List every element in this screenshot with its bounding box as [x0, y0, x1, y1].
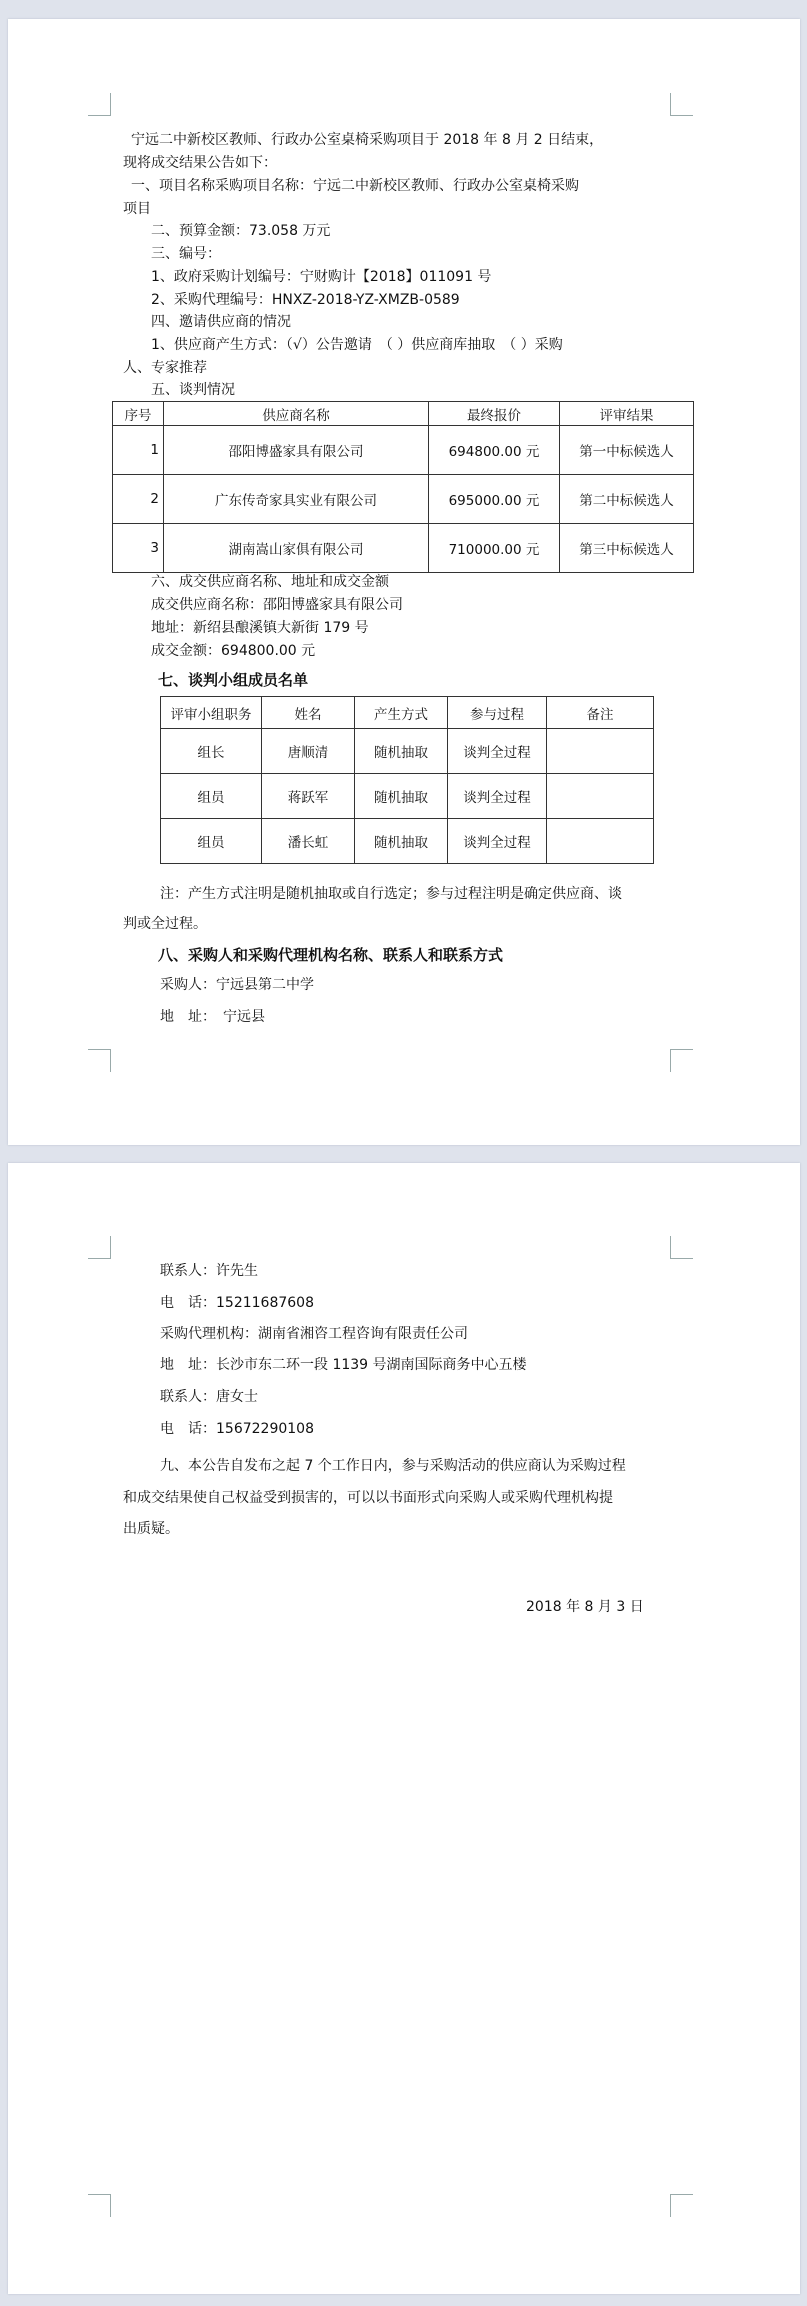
document-page-1: [8, 19, 800, 1145]
header-cell: 供应商名称: [164, 402, 429, 426]
announcement-date: 2018 年 8 月 3 日: [526, 1599, 644, 1615]
margin-mark-top-right: [670, 93, 693, 116]
cell: 唐顺清: [262, 729, 355, 774]
cell: 710000.00 元: [429, 524, 560, 573]
item7-heading: 七、谈判小组成员名单: [158, 671, 309, 689]
cell: 3: [113, 524, 164, 573]
margin-mark-bottom-right: [670, 2194, 693, 2217]
purchaser-address: 地 址： 宁远县: [160, 1009, 265, 1025]
item4-line-1: 1、供应商产生方式：（√）公告邀请 （ ）供应商库抽取 （ ）采购: [151, 337, 563, 353]
purchaser-name: 采购人：宁远县第二中学: [160, 977, 314, 993]
document-page-2: [8, 1163, 800, 2294]
item3-agency-number: 2、采购代理编号：HNXZ-2018-YZ-XMZB-0589: [151, 292, 460, 308]
cell: 2: [113, 475, 164, 524]
cell: [547, 774, 654, 819]
winner-address: 地址：新绍县酿溪镇大新街 179 号: [151, 620, 369, 636]
item8-heading: 八、采购人和采购代理机构名称、联系人和联系方式: [158, 946, 504, 964]
header-cell: 序号: [113, 402, 164, 426]
table-row: [113, 426, 694, 475]
item1-line-1: 一、项目名称采购项目名称：宁远二中新校区教师、行政办公室桌椅采购: [131, 178, 579, 194]
item5-heading: 五、谈判情况: [151, 382, 235, 398]
note-line-1: 注：产生方式注明是随机抽取或自行选定；参与过程注明是确定供应商、谈: [160, 886, 622, 902]
table-row: [113, 524, 694, 573]
contact-phone-1: 电 话：15211687608: [160, 1295, 314, 1311]
cell: 694800.00 元: [429, 426, 560, 475]
cell: 潘长虹: [262, 819, 355, 864]
margin-mark-top-left: [88, 1236, 111, 1259]
cell: 广东传奇家具实业有限公司: [164, 475, 429, 524]
panel-members-table: [160, 696, 654, 864]
contact-phone-2: 电 话：15672290108: [160, 1421, 314, 1437]
cell: 谈判全过程: [448, 819, 547, 864]
contact-person-2: 联系人：唐女士: [160, 1389, 258, 1405]
header-cell: 评审小组职务: [161, 697, 262, 729]
cell: [547, 729, 654, 774]
cell: 第一中标候选人: [560, 426, 694, 475]
header-cell: 参与过程: [448, 697, 547, 729]
cell: 组员: [161, 819, 262, 864]
table-row: [161, 774, 654, 819]
margin-mark-bottom-right: [670, 1049, 693, 1072]
contact-person-1: 联系人：许先生: [160, 1263, 258, 1279]
cell: 1: [113, 426, 164, 475]
cell: [547, 819, 654, 864]
bid-results-table: [112, 401, 694, 573]
table-header-row: [113, 402, 694, 426]
table-header-row: [161, 697, 654, 729]
header-cell: 最终报价: [429, 402, 560, 426]
cell: 随机抽取: [355, 819, 448, 864]
note-line-2: 判或全过程。: [123, 916, 207, 932]
cell: 随机抽取: [355, 774, 448, 819]
margin-mark-top-right: [670, 1236, 693, 1259]
item9-line-1: 九、本公告自发布之起 7 个工作日内，参与采购活动的供应商认为采购过程: [160, 1458, 626, 1474]
agency-name: 采购代理机构：湖南省湘咨工程咨询有限责任公司: [160, 1326, 468, 1342]
cell: 湖南嵩山家俱有限公司: [164, 524, 429, 573]
header-cell: 产生方式: [355, 697, 448, 729]
cell: 随机抽取: [355, 729, 448, 774]
item2-budget: 二、预算金额：73.058 万元: [151, 223, 331, 239]
header-cell: 姓名: [262, 697, 355, 729]
cell: 第三中标候选人: [560, 524, 694, 573]
item4-heading: 四、邀请供应商的情况: [151, 314, 291, 330]
item9-line-2: 和成交结果使自己权益受到损害的，可以以书面形式向采购人或采购代理机构提: [123, 1490, 613, 1506]
agency-address: 地 址：长沙市东二环一段 1139 号湖南国际商务中心五楼: [160, 1357, 527, 1373]
intro-line-1: 宁远二中新校区教师、行政办公室桌椅采购项目于 2018 年 8 月 2 日结束，: [131, 132, 604, 148]
cell: 蒋跃军: [262, 774, 355, 819]
cell: 组长: [161, 729, 262, 774]
item1-line-2: 项目: [123, 201, 151, 217]
table-row: [161, 819, 654, 864]
cell: 谈判全过程: [448, 729, 547, 774]
winner-name: 成交供应商名称：邵阳博盛家具有限公司: [151, 597, 403, 613]
table-row: [161, 729, 654, 774]
item6-heading: 六、成交供应商名称、地址和成交金额: [151, 574, 389, 590]
cell: 谈判全过程: [448, 774, 547, 819]
margin-mark-top-left: [88, 93, 111, 116]
item3-plan-number: 1、政府采购计划编号：宁财购计【2018】011091 号: [151, 269, 492, 285]
item9-line-3: 出质疑。: [123, 1521, 179, 1537]
margin-mark-bottom-left: [88, 2194, 111, 2217]
item3-number: 三、编号：: [151, 246, 221, 262]
cell: 组员: [161, 774, 262, 819]
margin-mark-bottom-left: [88, 1049, 111, 1072]
cell: 695000.00 元: [429, 475, 560, 524]
intro-line-2: 现将成交结果公告如下：: [123, 155, 277, 171]
winner-amount: 成交金额：694800.00 元: [151, 643, 316, 659]
cell: 第二中标候选人: [560, 475, 694, 524]
table-row: [113, 475, 694, 524]
header-cell: 备注: [547, 697, 654, 729]
cell: 邵阳博盛家具有限公司: [164, 426, 429, 475]
header-cell: 评审结果: [560, 402, 694, 426]
item4-line-2: 人、专家推荐: [123, 360, 207, 376]
